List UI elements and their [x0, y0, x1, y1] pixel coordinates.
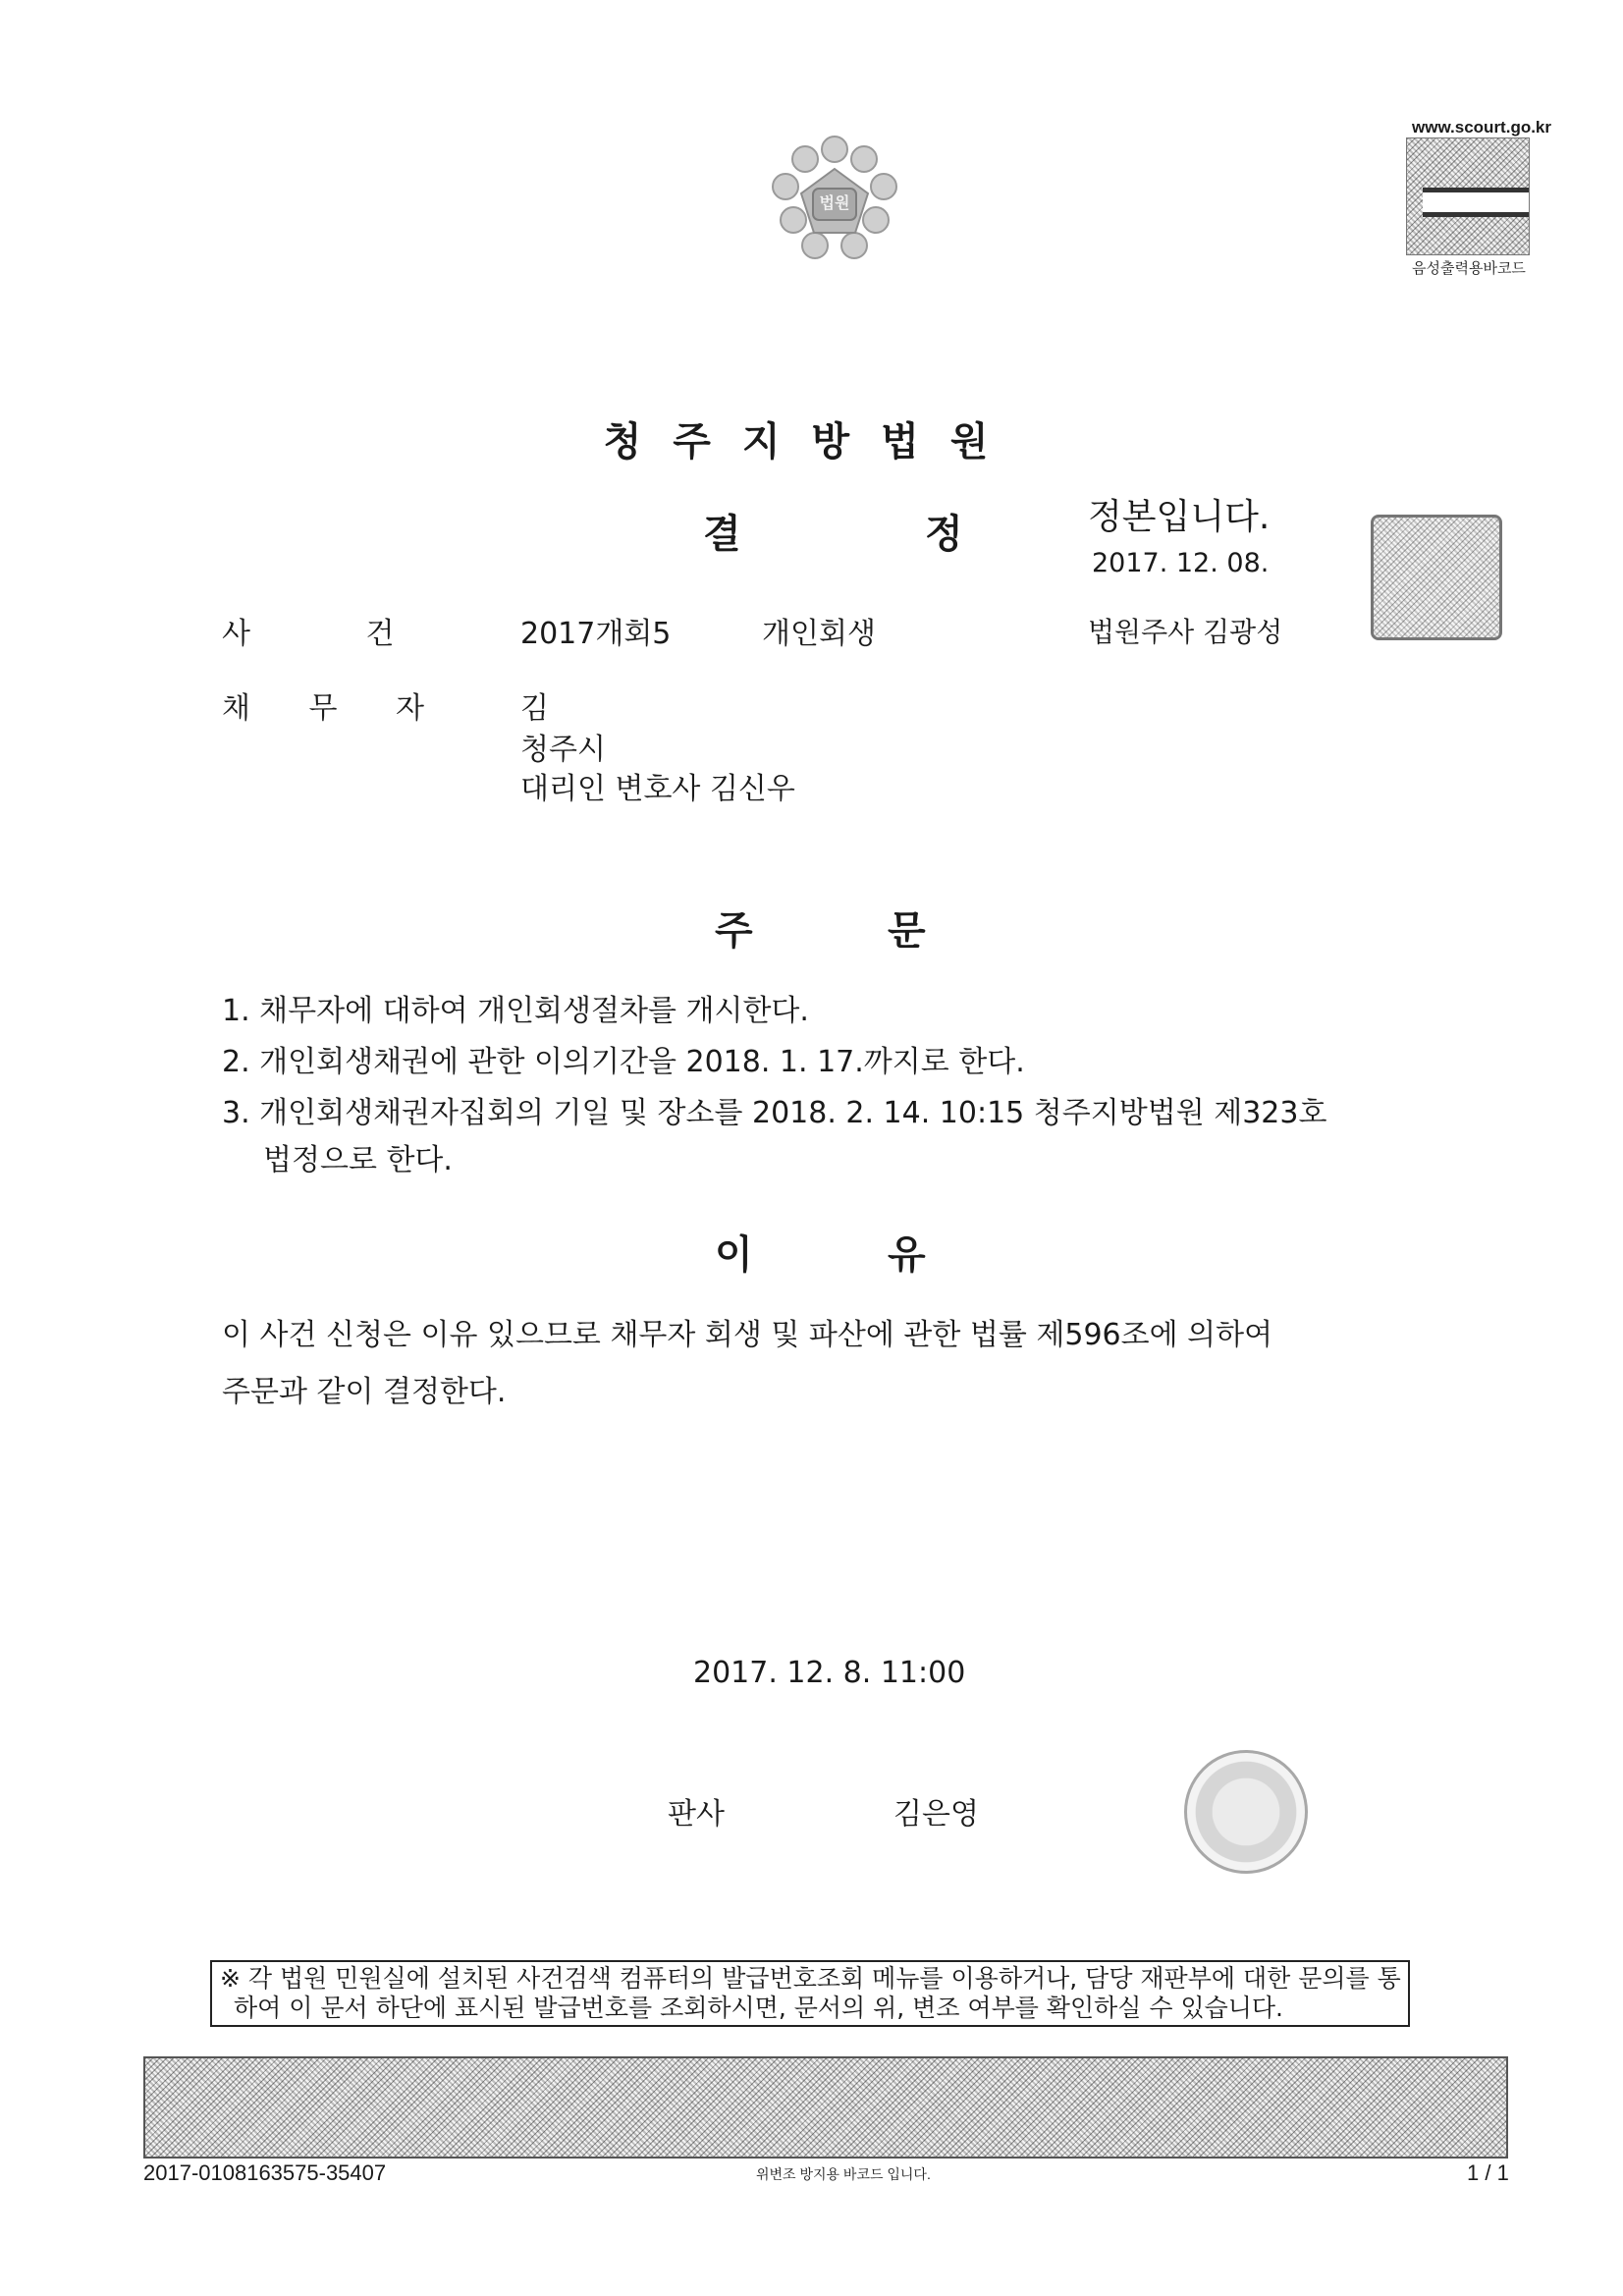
- case-type: 개인회생: [762, 617, 876, 651]
- case-label: 사 건: [222, 617, 395, 651]
- certification-date: 2017. 12. 08.: [1092, 548, 1270, 578]
- order-heading-right: 문: [888, 908, 926, 954]
- order-item-1: 1. 채무자에 대하여 개인회생절차를 개시한다.: [222, 994, 809, 1028]
- anti-forgery-barcode: [143, 2056, 1508, 2159]
- court-emblem: [756, 130, 913, 277]
- emblem-text: 법원: [819, 193, 850, 212]
- clerk-seal: [1371, 515, 1502, 640]
- debtor-address: 청주시: [520, 733, 606, 767]
- notice-line-2: 하여 이 문서 하단에 표시된 발급번호를 조회하시면, 문서의 위, 변조 여부를 확인하실 수 있습니다.: [234, 1994, 1284, 2022]
- judge-name: 김은영: [893, 1797, 979, 1831]
- doc-title-left: 결: [703, 512, 741, 557]
- barcode-note: 위변조 방지용 바코드 입니다.: [756, 2166, 931, 2182]
- order-item-2: 2. 개인회생채권에 관한 이의기간을 2018. 1. 17.까지로 한다.: [222, 1045, 1025, 1079]
- doc-title-right: 정: [925, 512, 963, 557]
- case-number: 2017개회5: [520, 617, 672, 651]
- judge-seal: [1184, 1750, 1308, 1874]
- court-name: 청주지방법원: [603, 419, 1020, 465]
- order-item-3-cont: 법정으로 한다.: [263, 1143, 453, 1177]
- debtor-label: 채 무 자: [222, 691, 425, 726]
- voice-barcode: [1406, 137, 1530, 255]
- debtor-attorney: 대리인 변호사 김신우: [520, 772, 795, 806]
- clerk-name: 법원주사 김광성: [1088, 616, 1283, 648]
- order-item-3: 3. 개인회생채권자집회의 기일 및 장소를 2018. 2. 14. 10:15 청주지방법원 제323호: [222, 1096, 1327, 1130]
- issue-number: 2017-0108163575-35407: [143, 2160, 387, 2185]
- certified-copy-text: 정본입니다.: [1088, 497, 1271, 537]
- site-url: www.scourt.go.kr: [1412, 118, 1552, 137]
- decision-datetime: 2017. 12. 8. 11:00: [693, 1656, 966, 1690]
- reason-line-2: 주문과 같이 결정한다.: [222, 1375, 507, 1409]
- debtor-name: 김: [520, 691, 549, 726]
- page-number: 1 / 1: [1467, 2160, 1509, 2185]
- judge-title: 판사: [668, 1797, 725, 1831]
- reason-heading-left: 이: [715, 1232, 753, 1278]
- reason-line-1: 이 사건 신청은 이유 있으므로 채무자 회생 및 파산에 관한 법률 제596조에 의하여: [222, 1318, 1273, 1352]
- notice-line-1: ※ 각 법원 민원실에 설치된 사건검색 컴퓨터의 발급번호조회 메뉴를 이용하거나, 담당 재판부에 대한 문의를 통: [220, 1964, 1401, 1993]
- order-heading-left: 주: [715, 908, 753, 954]
- barcode-caption: 음성출력용바코드: [1412, 260, 1526, 277]
- reason-heading-right: 유: [888, 1232, 926, 1278]
- verification-notice: [210, 1960, 1410, 2027]
